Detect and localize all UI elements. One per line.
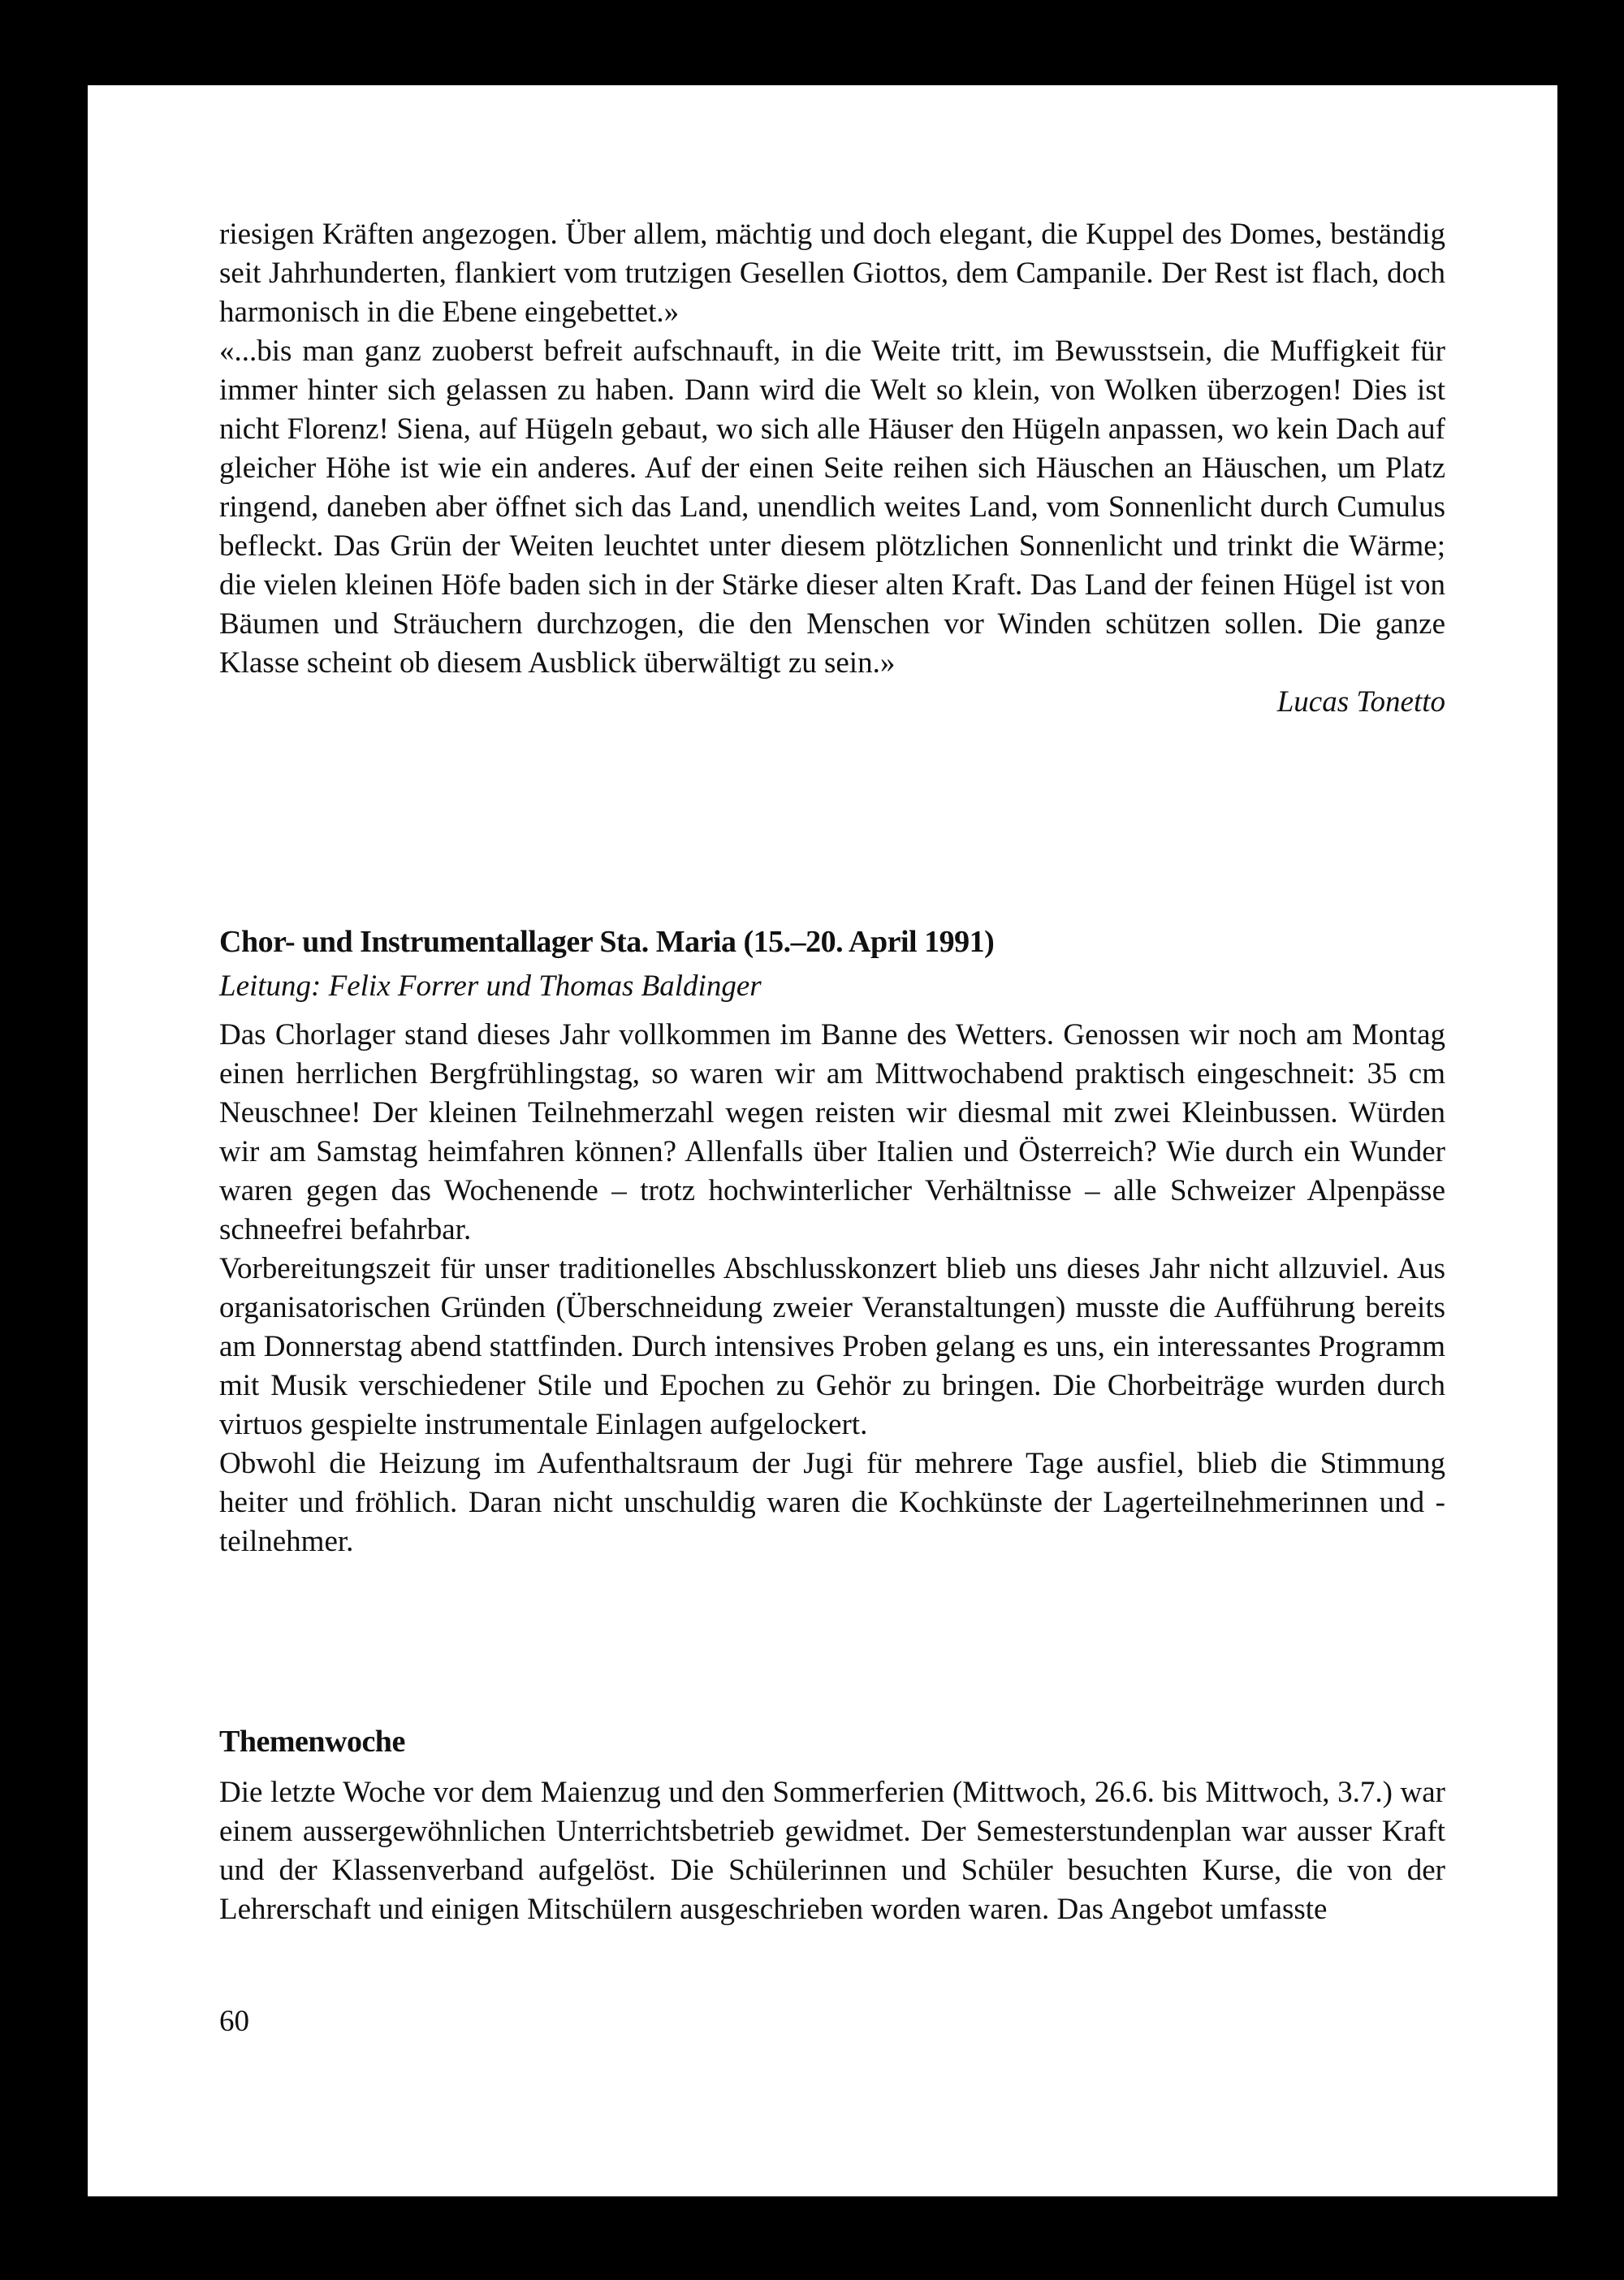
page-number: 60 — [219, 2005, 249, 2038]
intro-text-block — [219, 215, 1445, 722]
chorlager-leitung: Leitung: Felix Forrer und Thomas Baldinger — [219, 969, 762, 1003]
chorlager-paragraph-1: Das Chorlager stand dieses Jahr vollkommen im Banne des Wetters. Genossen wir noch am Montag einen herrlichen Bergfrühlingstag, so waren wir am Mittwochabend praktisch eingeschneit: 35 cm Neuschnee! Der kleinen Teilnehmerzahl wegen reisten wir diesmal mit zwei Kleinbussen. Würden wir am Samstag heimfahren können? Allenfalls über Italien und Österreich? Wie durch ein Wunder waren gegen das Wochenende – trotz hochwinterlicher Verhältnisse – alle Schweizer Alpenpässe schneefrei befahrbar. — [219, 1018, 1445, 1246]
chorlager-paragraph-3: Obwohl die Heizung im Aufenthaltsraum der Jugi für mehrere Tage ausfiel, blieb die Stimmung heiter und fröhlich. Daran nicht unschuldig waren die Kochkünste der Lagerteilnehmerinnen und -teilnehmer. — [219, 1447, 1445, 1558]
themenwoche-heading: Themenwoche — [219, 1725, 405, 1759]
chorlager-paragraph-2: Vorbereitungszeit für unser traditionelles Abschlusskonzert blieb uns dieses Jahr nicht allzuviel. Aus organisatorischen Gründen (Überschneidung zweier Veranstaltungen) musste die Aufführung bereits am Donnerstag abend stattfinden. Durch intensives Proben gelang es uns, ein interessantes Programm mit Musik verschiedener Stile und Epochen zu Gehör zu bringen. Die Chorbeiträge wurden durch virtuos gespielte instrumentale Einlagen aufgelockert. — [219, 1252, 1445, 1441]
intro-paragraph-1: riesigen Kräften angezogen. Über allem, mächtig und doch elegant, die Kuppel des Domes, beständig seit Jahrhunderten, flankiert vom trutzigen Gesellen Giottos, dem Campanile. Der Rest ist flach, doch harmonisch in die Ebene eingebettet.» — [219, 218, 1445, 329]
author-attribution: Lucas Tonetto — [1276, 685, 1445, 719]
chorlager-section — [219, 922, 1445, 1561]
chorlager-heading: Chor- und Instrumentallager Sta. Maria (15.–20. April 1991) — [219, 925, 995, 959]
intro-paragraph-2: «...bis man ganz zuoberst befreit aufschnauft, in die Weite tritt, im Bewusstsein, die Muffigkeit für immer hinter sich gelassen zu haben. Dann wird die Welt so klein, von Wolken überzogen! Dies ist nicht Florenz! Siena, auf Hügeln gebaut, wo sich alle Häuser den Hügeln anpassen, wo kein Dach auf gleicher Höhe ist wie ein anderes. Auf der einen Seite reihen sich Häuschen an Häuschen, um Platz ringend, daneben aber öffnet sich das Land, unendlich weites Land, vom Sonnenlicht durch Cumulus befleckt. Das Grün der Weiten leuchtet unter diesem plötzlichen Sonnenlicht und trinkt die Wärme; die vielen kleinen Höfe baden sich in der Stärke dieser alten Kraft. Das Land der feinen Hügel ist von Bäumen und Sträuchern durchzogen, die den Menschen vor Winden schützen sollen. Die ganze Klasse scheint ob diesem Ausblick überwältigt zu sein.» — [219, 335, 1445, 680]
themenwoche-paragraph-1: Die letzte Woche vor dem Maienzug und den Sommerferien (Mittwoch, 26.6. bis Mittwoch, 3.7.) war einem aussergewöhnlichen Unterrichtsbetrieb gewidmet. Der Semesterstundenplan war ausser Kraft und der Klassenverband aufgelöst. Die Schülerinnen und Schüler besuchten Kurse, die von der Lehrerschaft und einigen Mitschülern ausgeschrieben worden waren. Das Angebot umfasste — [219, 1776, 1445, 1926]
themenwoche-section — [219, 1721, 1445, 1929]
